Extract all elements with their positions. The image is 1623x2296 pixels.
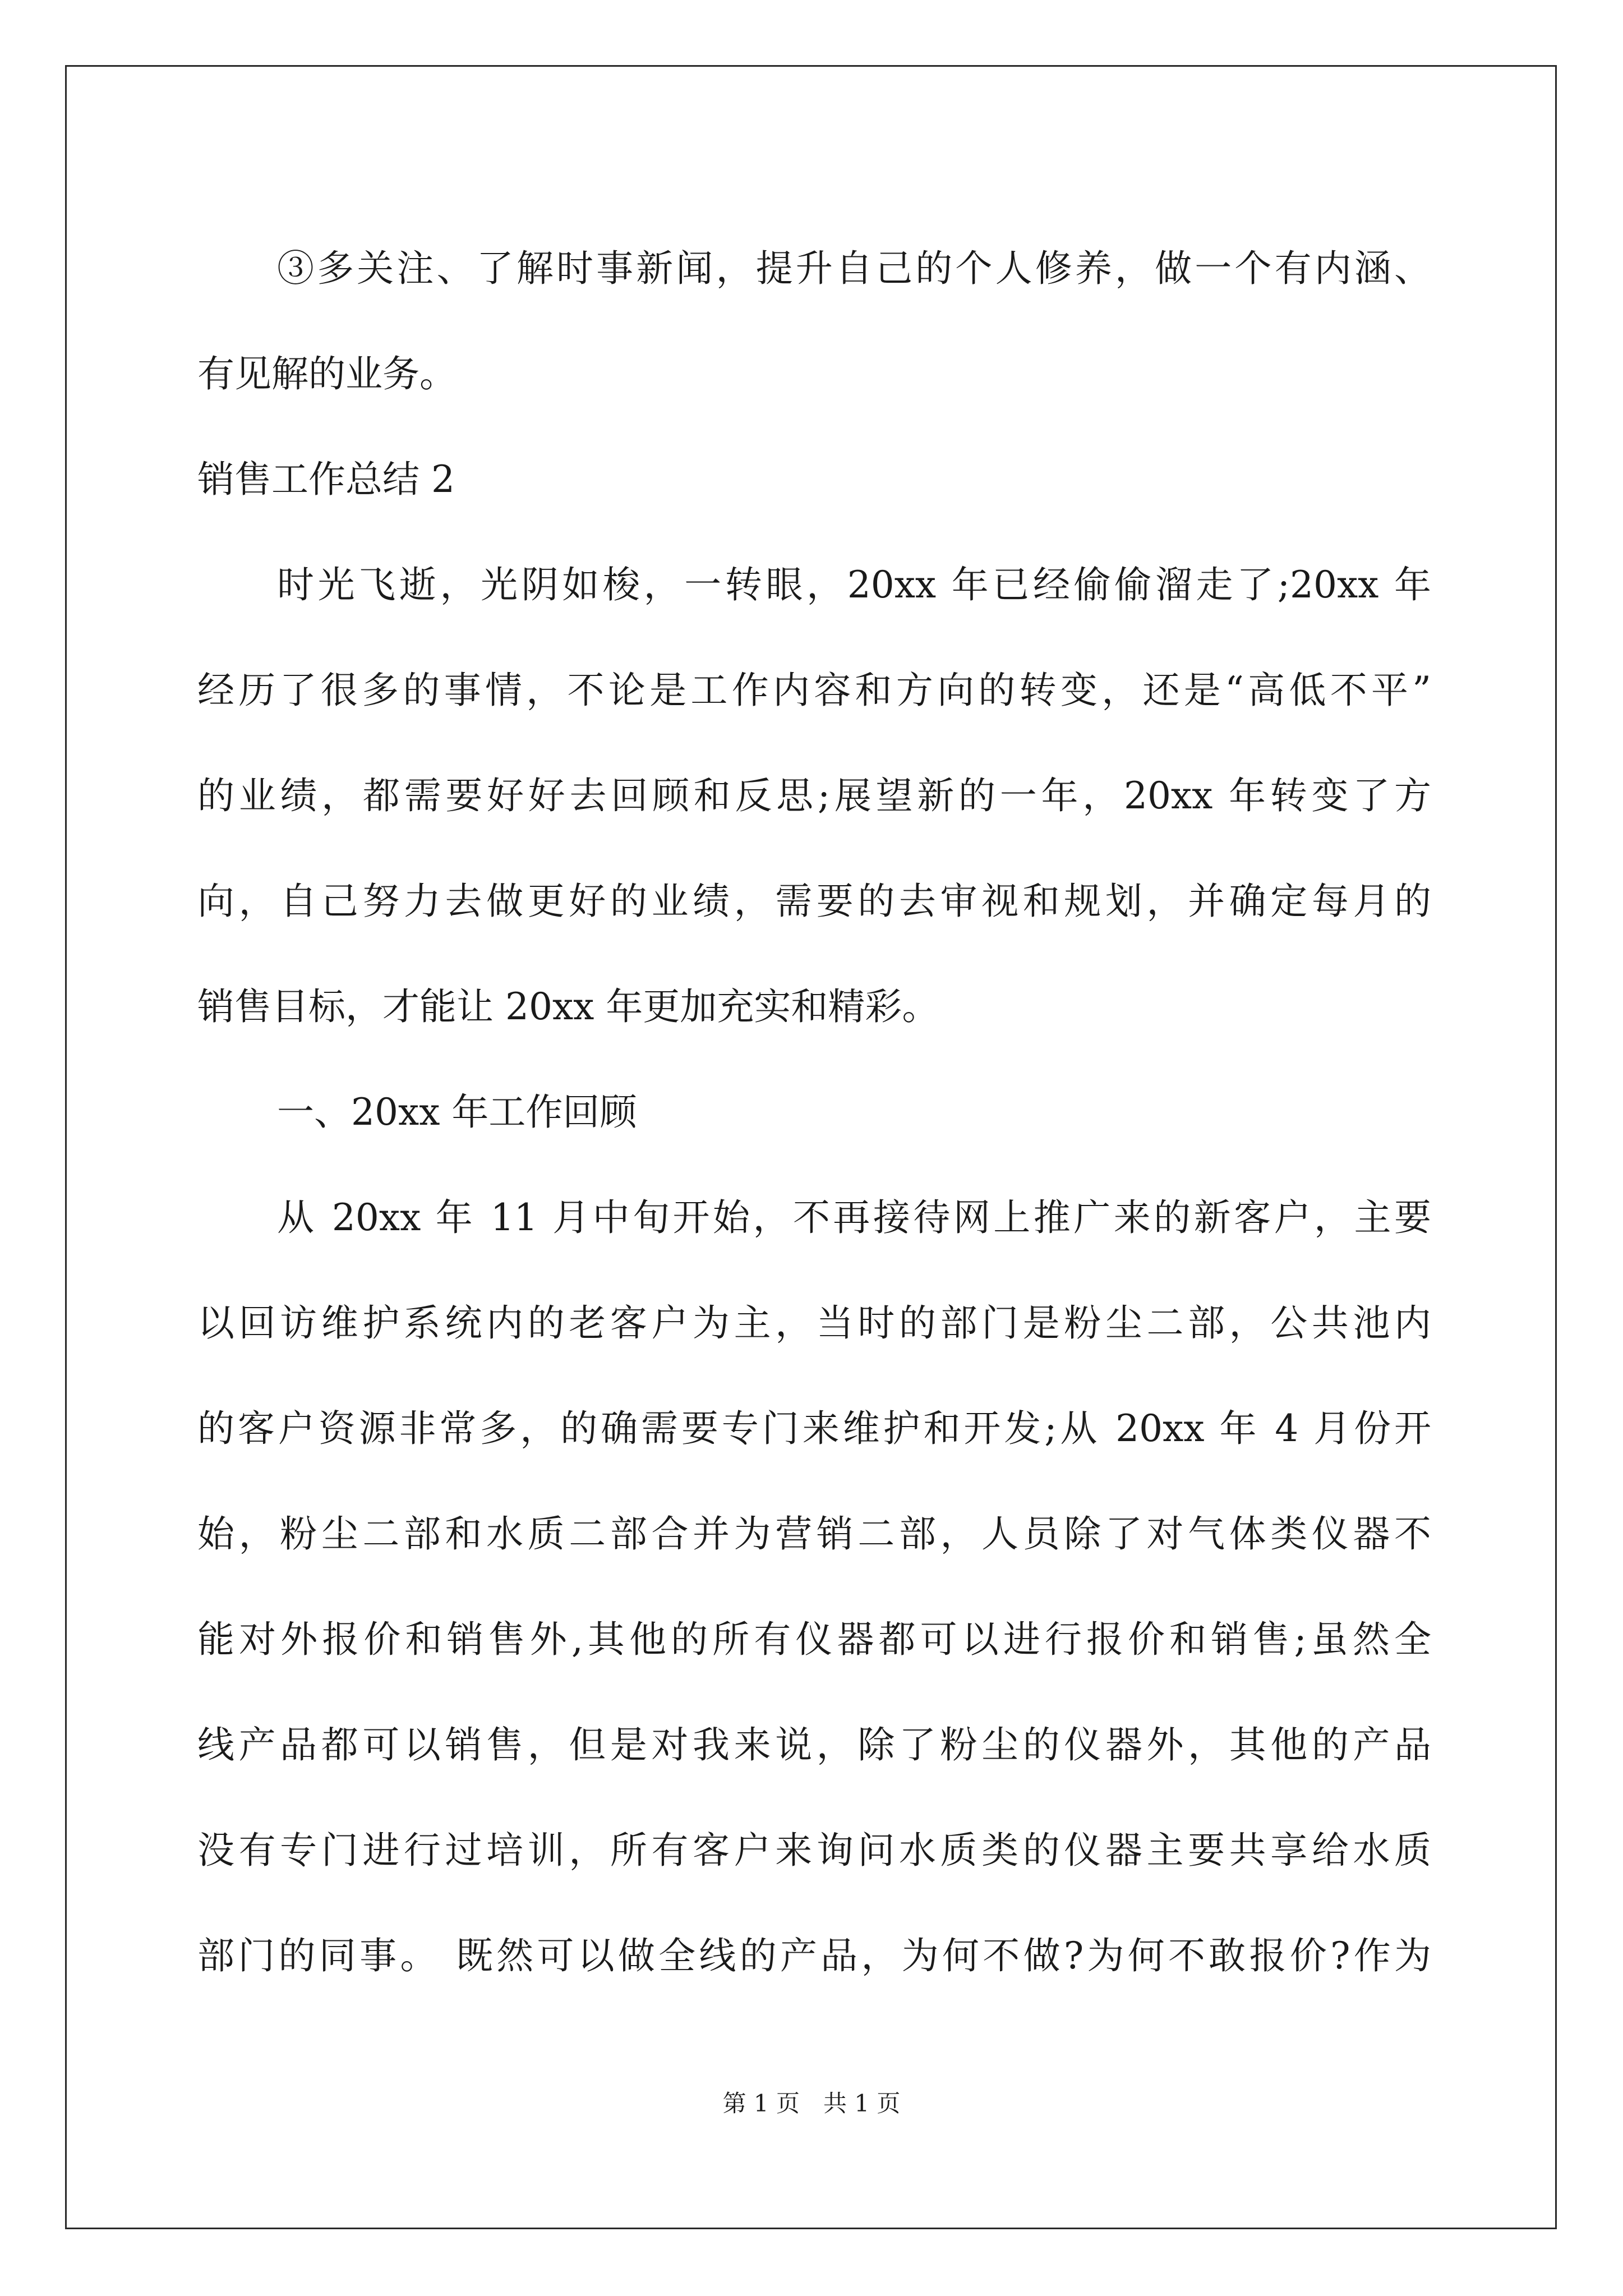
text-line: 线产品都可以销售，但是对我来说，除了粉尘的仪器外，其他的产品 [197,1723,1431,1766]
text-line: 部门的同事。 既然可以做全线的产品，为何不做?为何不敢报价?作为 [197,1934,1431,1977]
page-footer: 第 1 页 共 1 页 [722,2090,901,2117]
text-line: 以回访维护系统内的老客户为主，当时的部门是粉尘二部，公共池内 [197,1301,1431,1345]
text-line: 时光飞逝，光阴如梭，一转眼，20xx 年已经偷偷溜走了;20xx 年 [277,563,1431,606]
subsection-heading: 一、20xx 年工作回顾 [277,1091,637,1134]
text-line: ③多关注、了解时事新闻，提升自己的个人修养，做一个有内涵、 [277,247,1431,290]
text-line: 从 20xx 年 11 月中旬开始，不再接待网上推广来的新客户，主要 [277,1196,1431,1239]
text-line: 向，自己努力去做更好的业绩，需要的去审视和规划，并确定每月的 [197,880,1431,923]
text-line: 的客户资源非常多，的确需要专门来维护和开发;从 20xx 年 4 月份开 [197,1407,1431,1450]
document-body [197,216,1431,2009]
text-line: 经历了很多的事情，不论是工作内容和方向的转变，还是“高低不平” [197,669,1431,712]
text-line: 没有专门进行过培训，所有客户来询问水质类的仪器主要共享给水质 [197,1829,1431,1872]
text-line: 有见解的业务。 [197,352,457,395]
section-heading: 销售工作总结 2 [197,458,455,501]
text-line: 销售目标，才能让 20xx 年更加充实和精彩。 [197,985,939,1028]
text-line: 的业绩，都需要好好去回顾和反思;展望新的一年，20xx 年转变了方 [197,774,1431,817]
text-line: 始，粉尘二部和水质二部合并为营销二部，人员除了对气体类仪器不 [197,1512,1431,1556]
text-line: 能对外报价和销售外,其他的所有仪器都可以进行报价和销售;虽然全 [197,1618,1431,1661]
